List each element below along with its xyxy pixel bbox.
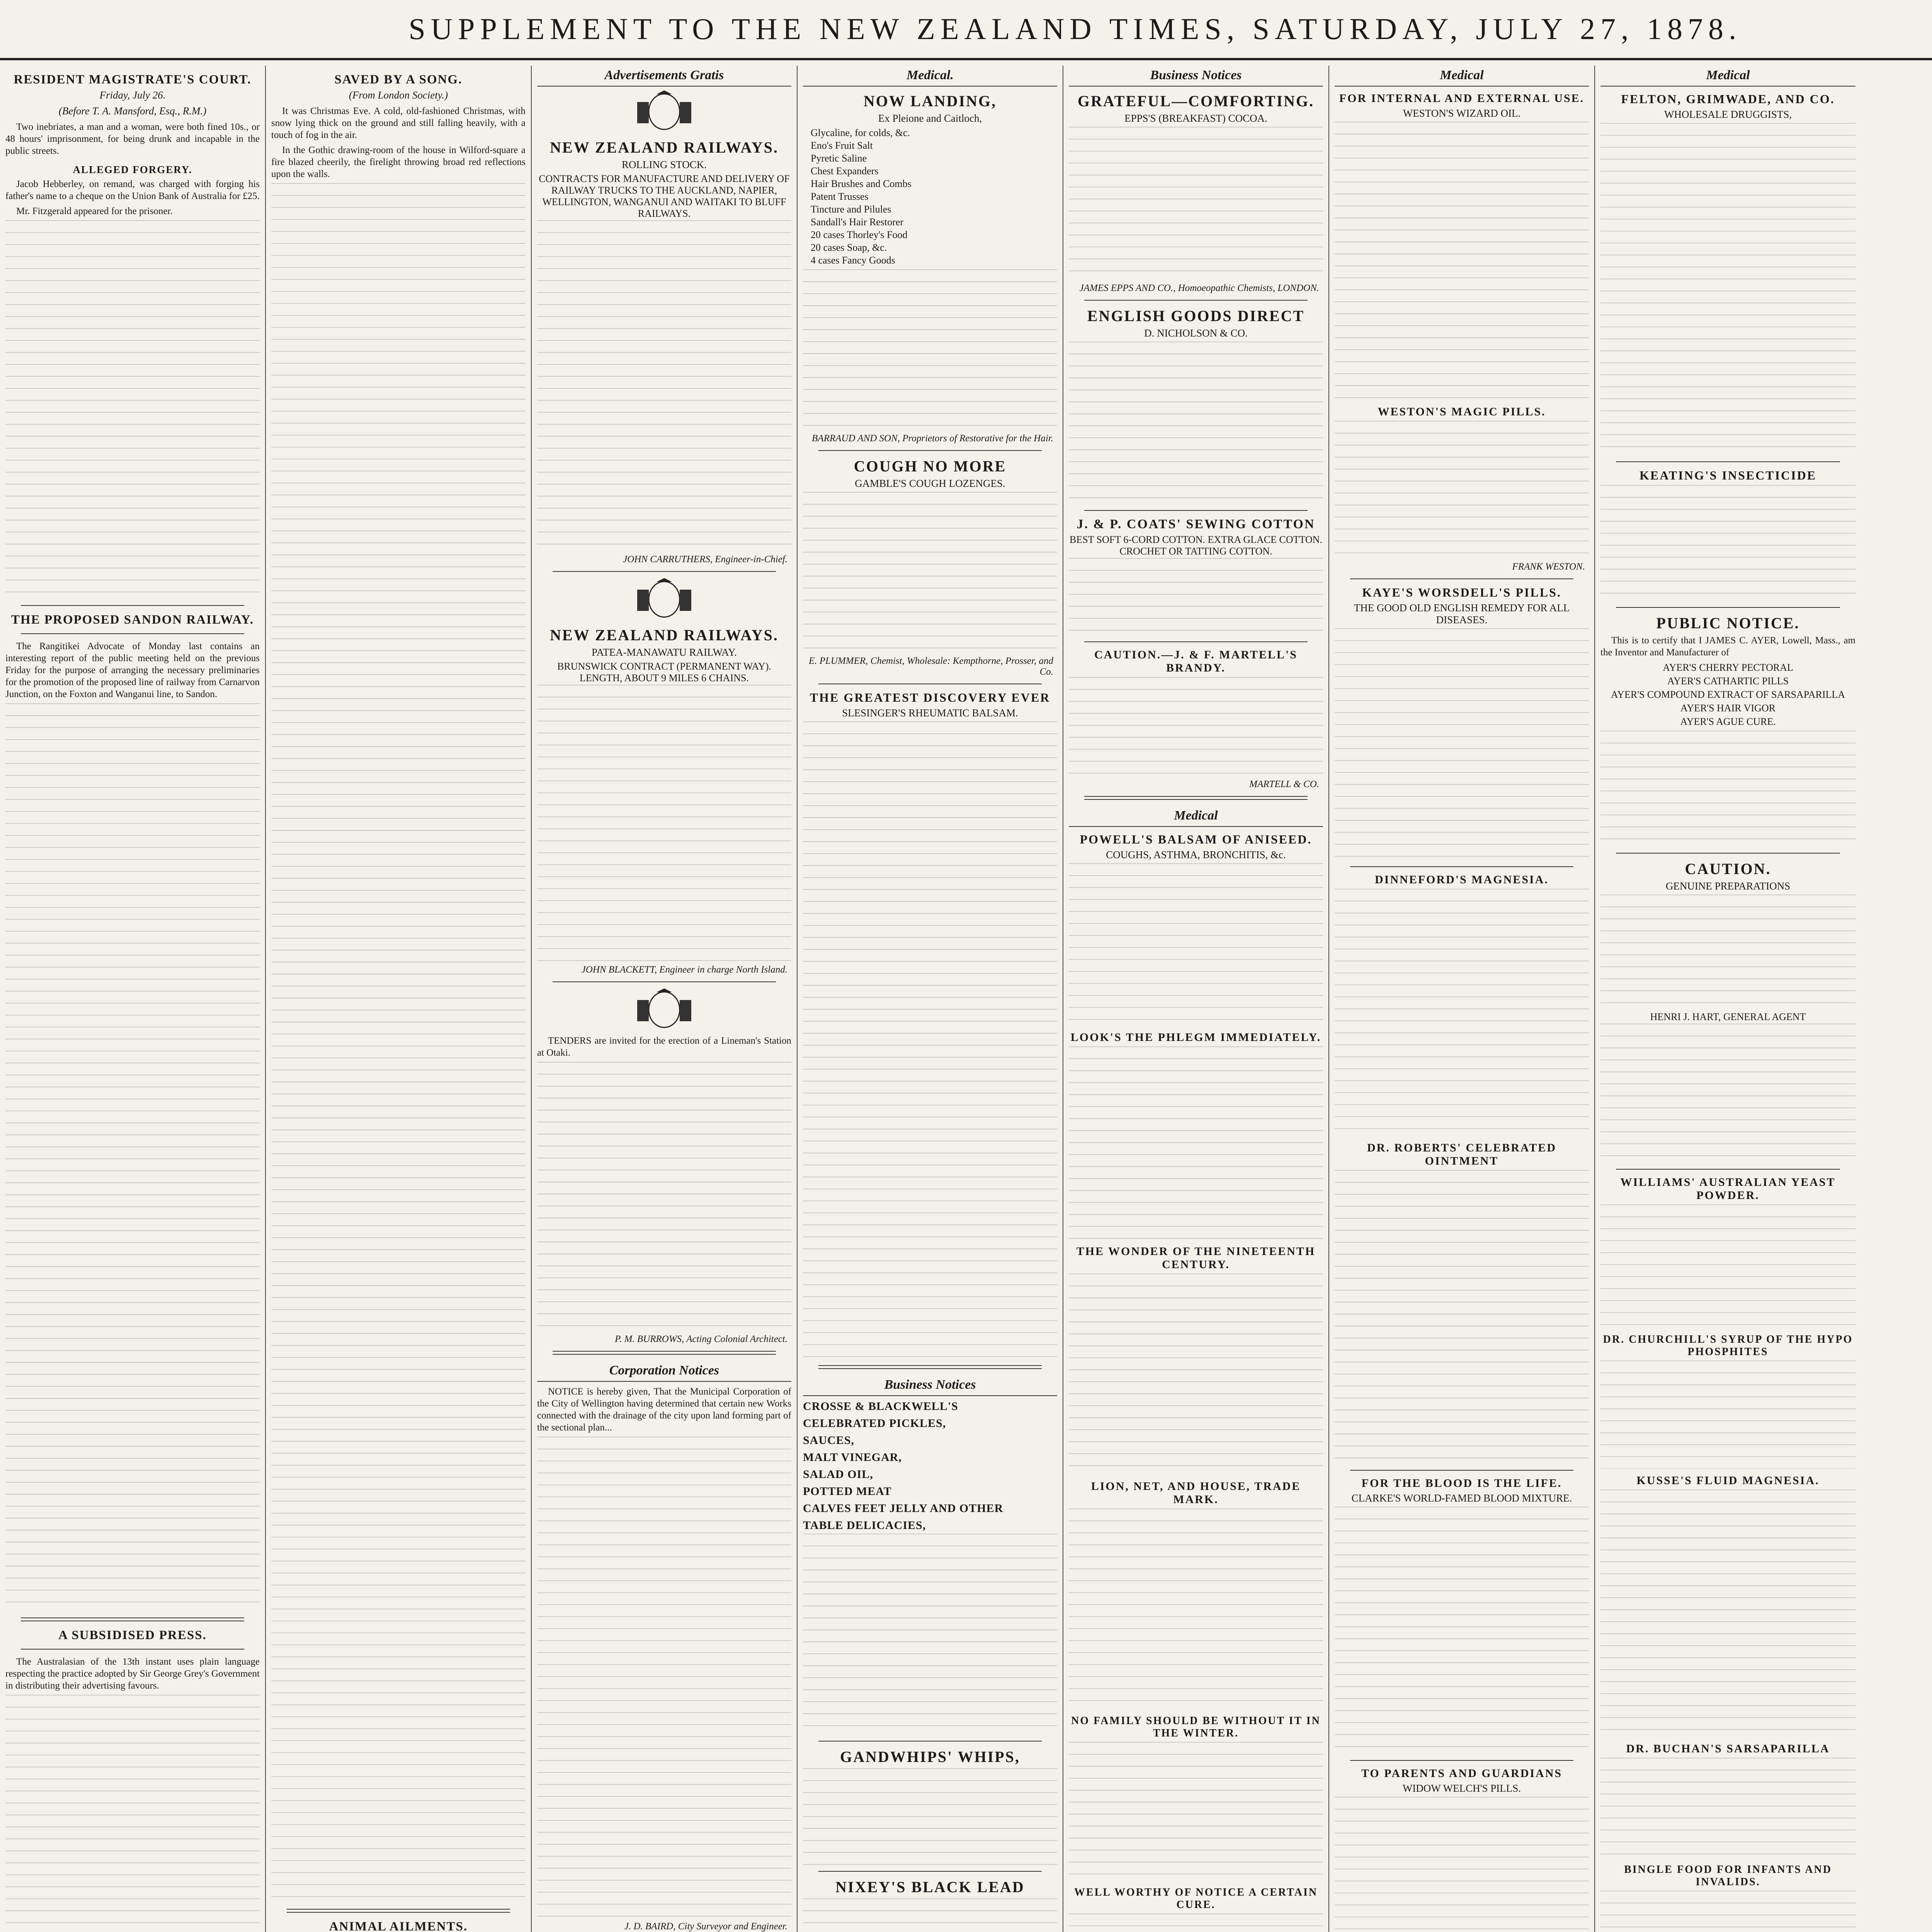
columns (0, 66, 1932, 1932)
section-header: Business Notices (803, 1375, 1057, 1396)
ad-body-block (1335, 1170, 1589, 1464)
ad-line: MALT VINEGAR, (803, 1451, 902, 1464)
ad-subtitle: Ex Pleione and Caitloch, (878, 112, 982, 124)
list-item: Chest Expanders (811, 165, 879, 177)
list-item: 4 cases Fancy Goods (811, 255, 895, 266)
ad-text: TENDERS are invited for the erection of a Lineman's Station at Otaki. (537, 1036, 791, 1058)
ad-body-block (1600, 485, 1855, 601)
list-item: Patent Trusses (811, 191, 869, 202)
ad-body-block (1069, 677, 1323, 777)
divider (1616, 1169, 1840, 1170)
ad-signature: HENRI J. HART, GENERAL AGENT (1650, 1011, 1806, 1022)
ad-body-block (1069, 127, 1323, 281)
divider (21, 605, 244, 606)
list-item: 20 cases Thorley's Food (811, 229, 908, 240)
ad-body-block (537, 1437, 791, 1920)
divider (553, 571, 776, 572)
ad-title: PUBLIC NOTICE. (1656, 614, 1800, 632)
ad-body-block (803, 721, 1057, 1359)
ad-line: POTTED MEAT (803, 1485, 892, 1498)
ad-body-block (1600, 1758, 1855, 1858)
divider (818, 1741, 1042, 1742)
divider (1084, 300, 1308, 301)
ad-body-block (1069, 1913, 1323, 1932)
page-title: SUPPLEMENT TO THE NEW ZEALAND TIMES, SATURDAY, JULY 27, 1878. (408, 12, 1742, 46)
ad-title: WILLIAMS' AUSTRALIAN YEAST POWDER. (1620, 1176, 1836, 1202)
product-list (811, 127, 1049, 267)
ad-signature: J. D. BAIRD, City Surveyor and Engineer. (624, 1921, 787, 1932)
ad-body-block (1069, 863, 1323, 1026)
ad-line: TABLE DELICACIES, (803, 1519, 926, 1532)
divider (1616, 853, 1840, 854)
ad-line: SAUCES, (803, 1434, 854, 1447)
ad-body-block (803, 1534, 1057, 1735)
headline-sandon-railway: THE PROPOSED SANDON RAILWAY. (11, 613, 254, 627)
ad-title: LOOK'S THE PHLEGM IMMEDIATELY. (1070, 1031, 1321, 1044)
ad-title: DR. CHURCHILL'S SYRUP OF THE HYPO PHOSPHITES (1603, 1333, 1853, 1358)
ad-title: NO FAMILY SHOULD BE WITHOUT IT IN THE WINTER. (1071, 1715, 1321, 1739)
column-2 (266, 66, 532, 1932)
section-header: Medical. (803, 66, 1057, 87)
ad-body-block (803, 1768, 1057, 1865)
list-item: 20 cases Soap, &c. (811, 242, 887, 253)
ad-signature: JAMES EPPS AND CO., Homoeopathic Chemists, LONDON. (1079, 283, 1319, 293)
divider (1350, 866, 1573, 867)
ad-title: CAUTION.—J. & F. MARTELL'S BRANDY. (1094, 648, 1298, 674)
section-header: Business Notices (1069, 66, 1323, 87)
ad-title: TO PARENTS AND GUARDIANS (1361, 1767, 1563, 1780)
divider (1084, 510, 1308, 511)
ad-body-block (1335, 889, 1589, 1136)
ad-title: LION, NET, AND HOUSE, TRADE MARK. (1091, 1480, 1301, 1506)
article-body-block (271, 183, 526, 1903)
ad-title: J. & P. COATS' SEWING COTTON (1077, 517, 1315, 531)
ad-signature: JOHN CARRUTHERS, Engineer-in-Chief. (623, 554, 787, 565)
ad-title: POWELL'S BALSAM OF ANISEED. (1080, 832, 1312, 846)
ad-signature: JOHN BLACKETT, Engineer in charge North Island. (581, 964, 787, 975)
divider (1350, 1470, 1573, 1471)
ad-subtitle: WESTON'S WIZARD OIL. (1403, 107, 1521, 119)
ad-body-block (1600, 895, 1855, 1010)
article-text: It was Christmas Eve. A cold, old-fashioned Christmas, with snow lying thick on the ground and still falling heavily, with a touch of fog in the air. (271, 106, 526, 140)
ad-signature: BARRAUD AND SON, Proprietors of Restorative for the Hair. (812, 433, 1053, 444)
divider (553, 981, 776, 982)
royal-crest-icon (629, 578, 699, 621)
ad-body-block (803, 1898, 1057, 1932)
headline-subsidised-press: A SUBSIDISED PRESS. (58, 1628, 207, 1642)
ad-subtitle: WHOLESALE DRUGGISTS, (1664, 109, 1792, 120)
section-header: Medical (1069, 806, 1323, 827)
list-item: AYER'S CHERRY PECTORAL (1663, 662, 1793, 673)
ad-title: DR. ROBERTS' CELEBRATED OINTMENT (1367, 1141, 1556, 1167)
ad-line: CROSSE & BLACKWELL'S (803, 1400, 958, 1413)
divider (1616, 461, 1840, 462)
royal-crest-icon (629, 988, 699, 1031)
divider (287, 1909, 510, 1913)
ad-title: DR. BUCHAN'S SARSAPARILLA (1626, 1742, 1830, 1755)
ad-title: NIXEY'S BLACK LEAD (835, 1878, 1025, 1896)
divider (21, 633, 244, 634)
ad-body-block (1600, 1204, 1855, 1328)
list-item: Eno's Fruit Salt (811, 140, 873, 151)
list-item: Glycaline, for colds, &c. (811, 127, 910, 138)
article-text: The Australasian of the 13th instant uses plain language respecting the practice adopted by Sir George Grey's Government in distributing their advertising favours. (5, 1656, 260, 1691)
ad-title: KEATING'S INSECTICIDE (1639, 468, 1817, 482)
ad-subtitle: COUGHS, ASTHMA, BRONCHITIS, &c. (1106, 849, 1286, 861)
ad-body-block (1600, 731, 1855, 847)
ad-subtitle: ROLLING STOCK. (621, 159, 707, 170)
product-list (1608, 662, 1848, 728)
ad-signature: E. PLUMMER, Chemist, Wholesale: Kempthorne, Prosser, and Co. (808, 656, 1053, 677)
ad-subtitle: WIDOW WELCH'S PILLS. (1402, 1782, 1521, 1794)
subhead-forgery: ALLEGED FORGERY. (73, 164, 192, 175)
article-text: Mr. Fitzgerald appeared for the prisoner. (16, 206, 173, 216)
divider (21, 1649, 244, 1650)
ad-title: THE WONDER OF THE NINETEENTH CENTURY. (1076, 1245, 1316, 1271)
ad-body-block (1069, 1742, 1323, 1881)
section-header: Medical (1335, 66, 1589, 87)
ad-body-block (1069, 1509, 1323, 1709)
ad-subtitle: GENUINE PREPARATIONS (1665, 880, 1791, 892)
list-item: AYER'S CATHARTIC PILLS (1667, 675, 1789, 687)
ad-title: WELL WORTHY OF NOTICE A CERTAIN CURE. (1074, 1886, 1318, 1911)
ad-body-block (1335, 122, 1589, 400)
section-header: Corporation Notices (537, 1361, 791, 1382)
list-item: Tincture and Pilules (811, 204, 891, 215)
section-header: Advertisements Gratis (537, 66, 791, 87)
ad-subtitle: CLARKE'S WORLD-FAMED BLOOD MIXTURE. (1351, 1492, 1572, 1504)
ad-title: FOR THE BLOOD IS THE LIFE. (1361, 1477, 1562, 1490)
ad-body-block (537, 685, 791, 963)
article-body-block (5, 1695, 260, 1932)
ad-body-block (1069, 1046, 1323, 1240)
article-text: Jacob Hebberley, on remand, was charged with forging his father's name to a cheque on the Union Bank of Australia for £25. (5, 179, 260, 201)
ad-body-block (1600, 123, 1855, 455)
ad-body-block (1069, 342, 1323, 504)
royal-crest-icon (629, 90, 699, 133)
ad-line: CELEBRATED PICKLES, (803, 1417, 946, 1430)
divider (818, 450, 1042, 451)
ad-body-block (1600, 1490, 1855, 1737)
list-item: AYER'S AGUE CURE. (1680, 716, 1776, 727)
dateline: Friday, July 26. (99, 89, 166, 101)
ad-body-block (803, 269, 1057, 432)
ad-text: This is to certify that I JAMES C. AYER, Lowell, Mass., am the Inventor and Manufacturer of (1600, 635, 1855, 658)
ad-line: SALAD OIL, (803, 1468, 873, 1481)
ad-body-block (1335, 421, 1589, 560)
divider (1350, 578, 1573, 579)
ad-subtitle: EPPS'S (BREAKFAST) COCOA. (1124, 112, 1267, 124)
ad-title: NEW ZEALAND RAILWAYS. (550, 139, 779, 156)
ad-text: CONTRACTS FOR MANUFACTURE AND DELIVERY OF RAILWAY TRUCKS TO THE AUCKLAND, NAPIER, WELLINGTON, WANGANUI AND WAITAKI TO BLUFF RAILWAYS. (539, 173, 790, 219)
column-7 (1595, 66, 1861, 1932)
ad-title: DINNEFORD'S MAGNESIA. (1375, 873, 1549, 886)
section-header: Medical (1600, 66, 1855, 87)
ad-title: NOW LANDING, (863, 92, 997, 110)
ad-title: GRATEFUL—COMFORTING. (1077, 92, 1315, 110)
ad-body-block (1335, 628, 1589, 860)
ad-title: NEW ZEALAND RAILWAYS. (550, 626, 779, 644)
article-text: Two inebriates, a man and a woman, were both fined 10s., or 48 hours' imprisonment, for being drunk and incapable in the public streets. (5, 122, 260, 156)
list-item: Sandall's Hair Restorer (811, 216, 904, 228)
ad-title: KUSSE'S FLUID MAGNESIA. (1636, 1474, 1820, 1487)
article-body-block (5, 703, 260, 1611)
ad-body-block (537, 1062, 791, 1332)
column-1 (0, 66, 266, 1932)
ad-title: CAUTION. (1685, 860, 1771, 878)
list-item: Hair Brushes and Combs (811, 178, 912, 189)
ad-body-block (537, 220, 791, 553)
ad-title: WESTON'S MAGIC PILLS. (1378, 405, 1546, 418)
ad-signature: MARTELL & CO. (1249, 779, 1319, 789)
ad-subtitle: GAMBLE'S COUGH LOZENGES. (855, 478, 1005, 489)
column-4 (798, 66, 1063, 1932)
ad-title: BINGLE FOOD FOR INFANTS AND INVALIDS. (1624, 1864, 1832, 1888)
column-5 (1063, 66, 1329, 1932)
ad-body-block (1069, 558, 1323, 635)
ad-title: COUGH NO MORE (854, 457, 1007, 475)
divider (818, 1871, 1042, 1872)
ad-text: BRUNSWICK CONTRACT (PERMANENT WAY). LENGTH, ABOUT 9 MILES 6 CHAINS. (557, 661, 771, 684)
ad-text: BEST SOFT 6-CORD COTTON. EXTRA GLACE COTTON. CROCHET OR TATTING COTTON. (1070, 534, 1322, 557)
masthead (0, 0, 1932, 58)
divider (21, 1617, 244, 1621)
ad-body-block (1600, 1024, 1855, 1163)
ad-subtitle: D. NICHOLSON & CO. (1144, 327, 1248, 339)
ad-body-block (803, 492, 1057, 654)
headline-resident-magistrate: RESIDENT MAGISTRATE'S COURT. (14, 73, 252, 87)
article-text: The Rangitikei Advocate of Monday last contains an interesting report of the public meeting held on the previous Friday for the purpose of arranging the necessary preliminaries for the promotion of the proposed line of railway from Carnarvon Junction, on the Foxton and Wanganui line, to Sandon. (5, 641, 260, 699)
divider (818, 1365, 1042, 1369)
ad-subtitle: THE GOOD OLD ENGLISH REMEDY FOR ALL DISEASES. (1354, 602, 1570, 626)
ad-signature: FRANK WESTON. (1512, 561, 1585, 572)
ad-title: THE GREATEST DISCOVERY EVER (810, 690, 1051, 704)
headline-animal-ailments: ANIMAL AILMENTS. (329, 1920, 468, 1932)
article-body-block (5, 220, 260, 599)
ad-title: FOR INTERNAL AND EXTERNAL USE. (1339, 92, 1585, 105)
list-item: AYER'S COMPOUND EXTRACT OF SARSAPARILLA (1611, 689, 1845, 700)
ad-text: NOTICE is hereby given, That the Municipal Corporation of the City of Wellington having determined that certain new Works connected with the drainage of the city upon land forming part of the sectional plan... (537, 1386, 791, 1433)
ad-body-block (1069, 1274, 1323, 1475)
dateline-bench: (Before T. A. Mansford, Esq., R.M.) (58, 105, 207, 117)
ad-body-block (1600, 1891, 1855, 1932)
ad-subtitle: SLESINGER'S RHEUMATIC BALSAM. (842, 707, 1018, 719)
ad-title: GANDWHIPS' WHIPS, (840, 1748, 1020, 1765)
headline-saved-by-song: SAVED BY A SONG. (334, 73, 463, 87)
ad-body-block (1600, 1361, 1855, 1469)
masthead-rule (0, 58, 1932, 60)
source-line: (From London Society.) (349, 89, 448, 101)
ad-line: CALVES FEET JELLY AND OTHER (803, 1502, 1003, 1515)
divider (1350, 1760, 1573, 1761)
divider (1084, 641, 1308, 642)
ad-title: KAYE'S WORSDELL'S PILLS. (1362, 585, 1561, 599)
column-6 (1329, 66, 1595, 1932)
list-item: Pyretic Saline (811, 153, 867, 164)
ad-signature: P. M. BURROWS, Acting Colonial Architect. (615, 1334, 787, 1344)
ad-subtitle: PATEA-MANAWATU RAILWAY. (592, 646, 737, 658)
ad-body-block (1335, 1797, 1589, 1932)
divider (553, 1351, 776, 1355)
list-item: AYER'S HAIR VIGOR (1680, 702, 1776, 714)
column-3 (532, 66, 798, 1932)
article-text: In the Gothic drawing-room of the house in Wilford-square a fire blazed cheerily, the firelight throwing broad red reflections upon the walls. (271, 145, 526, 179)
divider (1084, 796, 1308, 800)
ad-body-block (1335, 1507, 1589, 1754)
divider (1616, 607, 1840, 608)
ad-title: ENGLISH GOODS DIRECT (1087, 307, 1305, 325)
ad-title: FELTON, GRIMWADE, AND CO. (1621, 92, 1835, 106)
